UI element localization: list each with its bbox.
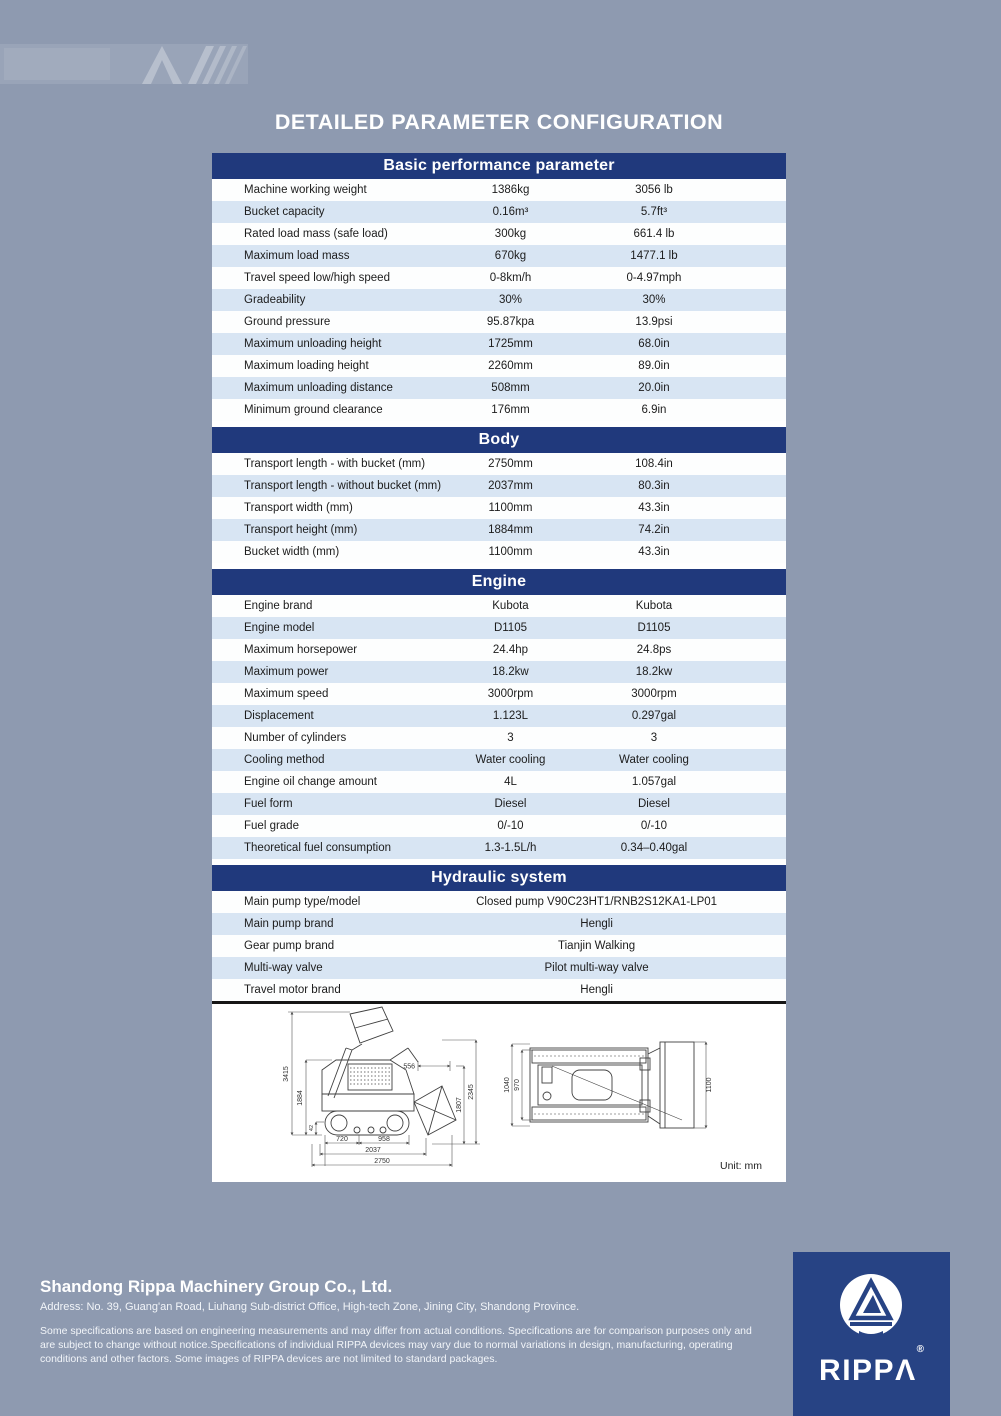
- side-view-dimension-lines: [288, 1012, 480, 1167]
- row-value: D1105: [637, 622, 671, 634]
- row-label: Fuel form: [244, 798, 293, 810]
- table-row: [212, 399, 786, 421]
- row-label: Engine brand: [244, 600, 313, 612]
- row-value: 508mm: [491, 382, 530, 394]
- dim-label: 556: [403, 1063, 415, 1071]
- row-label: Multi-way valve: [244, 962, 323, 974]
- dim-label: 3415: [283, 1066, 290, 1082]
- row-value: 0.34–0.40gal: [620, 842, 688, 854]
- row-value: 3: [650, 732, 658, 744]
- rippa-logo-block: [793, 1252, 950, 1416]
- registered-mark: ®: [916, 1344, 924, 1355]
- row-value: 43.3in: [638, 502, 670, 514]
- dim-label: 2345: [468, 1084, 475, 1100]
- table-row: [212, 541, 786, 563]
- row-label: Cooling method: [244, 754, 325, 766]
- row-value: 0/-10: [497, 820, 524, 832]
- row-value: 74.2in: [638, 524, 670, 536]
- row-label: Travel motor brand: [244, 984, 341, 996]
- row-value: 3000rpm: [631, 688, 677, 700]
- row-label: Gear pump brand: [244, 940, 335, 952]
- table-row: [212, 223, 786, 245]
- row-value: Hengli: [580, 918, 613, 930]
- row-label: Travel speed low/high speed: [244, 272, 390, 284]
- row-value: 108.4in: [635, 458, 673, 470]
- row-value: 1386kg: [491, 184, 530, 196]
- row-label: Minimum ground clearance: [244, 404, 383, 416]
- dim-label: 2037: [365, 1147, 381, 1154]
- row-value: 1884mm: [488, 524, 533, 536]
- row-value: 2750mm: [488, 458, 533, 470]
- table-row: [212, 267, 786, 289]
- row-label: Engine oil change amount: [244, 776, 377, 788]
- section-header: Body: [212, 427, 786, 453]
- row-value: 13.9psi: [635, 316, 673, 328]
- row-value: Kubota: [635, 600, 673, 612]
- row-value: Water cooling: [619, 754, 689, 766]
- table-section: [212, 569, 786, 859]
- disclaimer-text: Some specifications are based on engineering measurements and may differ from actual conditions. Specifications are for comparison purposes only and are subject to change without notice.Specifications of individual RIPPA devices may vary due to normal variations in design, manufacturing, operating conditions and other factors. Some images of RIPPA devices are not limited to standard packages.: [40, 1325, 752, 1365]
- dim-label: 720: [336, 1136, 348, 1143]
- row-value: 300kg: [494, 228, 527, 240]
- table-row: [212, 355, 786, 377]
- section-header: Hydraulic system: [212, 865, 786, 891]
- top-view-dimension-labels: [504, 1077, 713, 1093]
- row-label: Ground pressure: [244, 316, 331, 328]
- table-row: [212, 771, 786, 793]
- row-label: Transport length - with bucket (mm): [244, 458, 426, 470]
- row-value: 0-4.97mph: [626, 272, 682, 284]
- table-row: [212, 935, 786, 957]
- table-row: [212, 749, 786, 771]
- row-value: Tianjin Walking: [558, 940, 636, 952]
- table-row: [212, 979, 786, 1001]
- dim-label: 1884: [297, 1090, 304, 1106]
- table-row: [212, 727, 786, 749]
- row-value: 1100mm: [488, 546, 533, 558]
- dim-label: 1807: [456, 1097, 463, 1113]
- row-value: 20.0in: [638, 382, 670, 394]
- row-label: Engine model: [244, 622, 315, 634]
- row-value: 670kg: [494, 250, 527, 262]
- table-row: [212, 333, 786, 355]
- row-value: Diesel: [637, 798, 670, 810]
- row-label: Transport width (mm): [244, 502, 353, 514]
- table-row: [212, 793, 786, 815]
- dim-label: 1040: [504, 1077, 511, 1093]
- table-row: [212, 179, 786, 201]
- row-value: 24.4hp: [492, 644, 529, 656]
- spec-table-sections: [212, 153, 786, 1001]
- company-name: Shandong Rippa Machinery Group Co., Ltd.: [40, 1277, 393, 1296]
- row-label: Machine working weight: [244, 184, 367, 196]
- row-value: 1.123L: [492, 710, 529, 722]
- top-view-drawing: [530, 1042, 694, 1128]
- row-label: Rated load mass (safe load): [244, 228, 388, 240]
- table-section: [212, 153, 786, 421]
- spec-table: [212, 153, 786, 1182]
- row-label: Maximum speed: [244, 688, 329, 700]
- row-value: 661.4 lb: [633, 228, 675, 240]
- row-value: 2037mm: [488, 480, 533, 492]
- row-value: 2260mm: [488, 360, 533, 372]
- page-title: DETAILED PARAMETER CONFIGURATION: [274, 110, 724, 134]
- row-value: Kubota: [492, 600, 529, 612]
- dimension-diagram: [212, 1004, 786, 1182]
- row-value: 89.0in: [638, 360, 670, 372]
- section-header: Basic performance parameter: [212, 153, 786, 179]
- row-value: 95.87kpa: [486, 316, 535, 328]
- table-row: [212, 245, 786, 267]
- row-label: Theoretical fuel consumption: [244, 842, 392, 854]
- row-label: Maximum load mass: [244, 250, 350, 262]
- table-row: [212, 617, 786, 639]
- dim-label: 958: [378, 1136, 390, 1143]
- row-label: Displacement: [244, 710, 314, 722]
- row-value: 68.0in: [638, 338, 670, 350]
- row-value: 18.2kw: [635, 666, 673, 678]
- row-value: Hengli: [580, 984, 613, 996]
- row-value: 176mm: [491, 404, 530, 416]
- row-value: 3000rpm: [487, 688, 534, 700]
- row-label: Bucket width (mm): [244, 546, 340, 558]
- section-header: Engine: [212, 569, 786, 595]
- top-view-dimension-lines: [512, 1042, 706, 1128]
- row-value: 5.7ft³: [640, 206, 668, 218]
- table-row: [212, 519, 786, 541]
- row-value: Closed pump V90C23HT1/RNB2S12KA1-LP01: [476, 896, 718, 908]
- table-row: [212, 891, 786, 913]
- row-label: Bucket capacity: [244, 206, 325, 218]
- brand-name: RIPPΛ: [819, 1354, 917, 1387]
- row-label: Transport length - without bucket (mm): [244, 480, 442, 492]
- row-value: 0/-10: [640, 820, 668, 832]
- watermark-block: [4, 48, 110, 80]
- row-label: Maximum power: [244, 666, 329, 678]
- row-value: Water cooling: [475, 754, 546, 766]
- rippa-logo-icon: [839, 1273, 903, 1337]
- table-row: [212, 639, 786, 661]
- row-value: 18.2kw: [492, 666, 529, 678]
- row-value: 1477.1 lb: [630, 250, 678, 262]
- dim-label: 1100: [706, 1077, 713, 1093]
- row-value: 80.3in: [638, 480, 670, 492]
- unit-note: Unit: mm: [720, 1160, 762, 1172]
- table-row: [212, 475, 786, 497]
- table-row: [212, 595, 786, 617]
- row-value: D1105: [493, 622, 527, 634]
- brand-watermark-icon: [140, 44, 250, 84]
- row-value: 6.9in: [641, 404, 667, 416]
- table-row: [212, 201, 786, 223]
- row-label: Maximum unloading distance: [244, 382, 393, 394]
- row-value: 43.3in: [638, 546, 670, 558]
- table-row: [212, 683, 786, 705]
- table-section: [212, 427, 786, 563]
- row-value: 4L: [504, 776, 517, 788]
- table-section: [212, 865, 786, 1001]
- row-value: 0-8km/h: [489, 272, 532, 284]
- dim-label: 970: [514, 1079, 521, 1091]
- rippa-logo-text: [793, 1344, 950, 1388]
- dim-label: 2750: [374, 1158, 390, 1165]
- row-value: 0.16m³: [492, 206, 529, 218]
- row-value: 3056 lb: [635, 184, 673, 196]
- row-value: Pilot multi-way valve: [544, 962, 649, 974]
- table-row: [212, 311, 786, 333]
- row-label: Fuel grade: [244, 820, 299, 832]
- row-label: Maximum horsepower: [244, 644, 358, 656]
- row-label: Maximum loading height: [244, 360, 369, 372]
- row-value: 24.8ps: [636, 644, 672, 656]
- row-value: 3: [507, 732, 514, 744]
- company-address: Address: No. 39, Guang'an Road, Liuhang Sub-district Office, High-tech Zone, Jining City, Shandong Province.: [40, 1301, 580, 1313]
- table-row: [212, 705, 786, 727]
- row-value: 1.3-1.5L/h: [484, 842, 537, 854]
- row-value: Diesel: [494, 798, 527, 810]
- row-label: Transport height (mm): [244, 524, 358, 536]
- table-row: [212, 453, 786, 475]
- dim-label: 42: [309, 1124, 315, 1132]
- dimension-diagram-panel: [212, 1004, 786, 1182]
- table-row: [212, 289, 786, 311]
- row-label: Main pump type/model: [244, 896, 361, 908]
- row-label: Main pump brand: [244, 918, 334, 930]
- table-row: [212, 815, 786, 837]
- table-row: [212, 837, 786, 859]
- table-row: [212, 377, 786, 399]
- row-value: 0.297gal: [631, 710, 677, 722]
- table-row: [212, 913, 786, 935]
- row-value: 1725mm: [488, 338, 533, 350]
- row-value: 1100mm: [488, 502, 533, 514]
- row-label: Maximum unloading height: [244, 338, 382, 350]
- row-value: 30%: [498, 294, 522, 306]
- side-view-drawing: [322, 1007, 456, 1135]
- row-value: 30%: [642, 294, 666, 306]
- row-label: Gradeability: [244, 294, 306, 306]
- table-row: [212, 497, 786, 519]
- row-value: 1.057gal: [631, 776, 677, 788]
- table-row: [212, 957, 786, 979]
- row-label: Number of cylinders: [244, 732, 347, 744]
- table-row: [212, 661, 786, 683]
